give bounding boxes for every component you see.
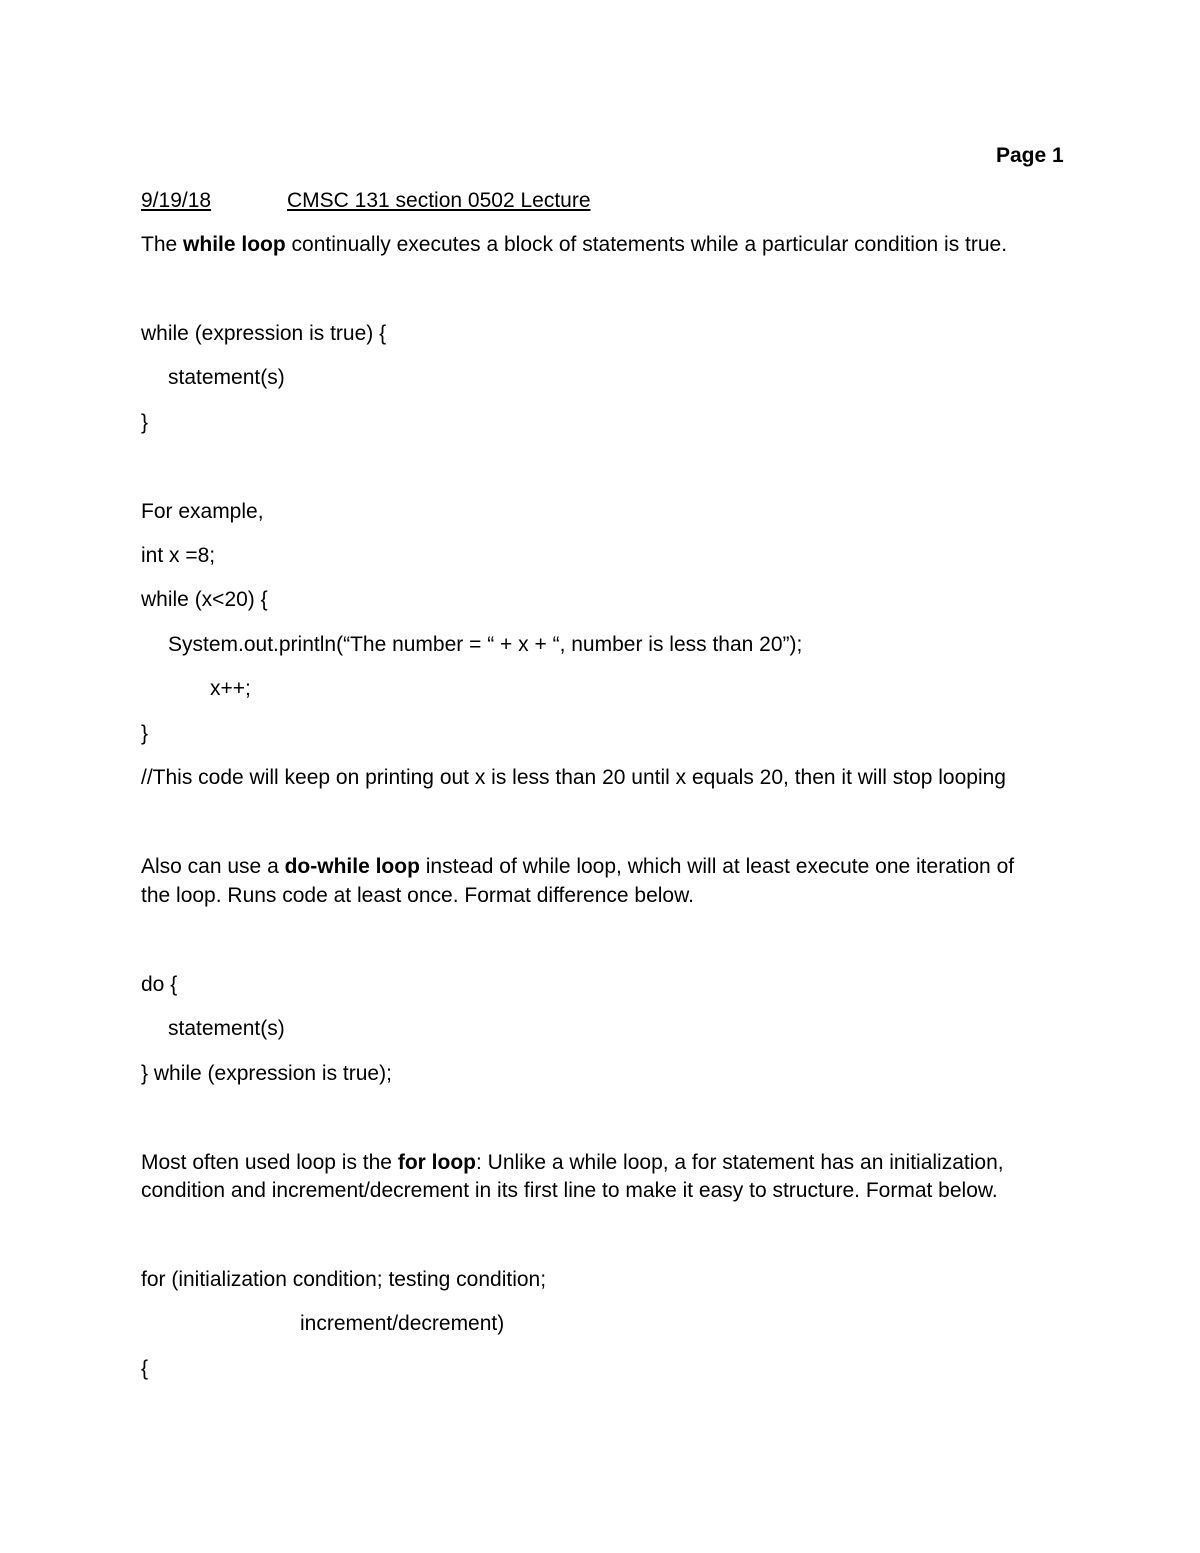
for-syntax-line-2: increment/decrement) (300, 1312, 505, 1335)
while-syntax-line-1: while (expression is true) { (141, 322, 387, 345)
for-intro-line-2: condition and increment/decrement in its first line to make it easy to structure. Format below. (141, 1179, 998, 1202)
course-title: CMSC 131 section 0502 Lecture (287, 189, 591, 212)
dowhile-syntax-line-3: } while (expression is true); (141, 1062, 392, 1085)
dowhile-syntax-line-2: statement(s) (168, 1017, 285, 1040)
for-intro-line-1: Most often used loop is the for loop: Unlike a while loop, a for statement has an initialization, (141, 1151, 1004, 1174)
do-while-loop-term: do-while loop (284, 855, 420, 878)
for-syntax-line-3: { (141, 1357, 149, 1380)
dowhile-intro-line-2: the loop. Runs code at least once. Format difference below. (141, 884, 694, 907)
while-syntax-line-2: statement(s) (168, 366, 285, 389)
dowhile-syntax-line-1: do { (141, 973, 178, 996)
while-intro-paragraph: The while loop continually executes a block of statements while a particular condition is true. (141, 233, 1008, 256)
while-syntax-line-3: } (141, 411, 149, 434)
page-number: Page 1 (996, 144, 1064, 167)
example-code-line-3: System.out.println(“The number = “ + x + “, number is less than 20”); (168, 633, 803, 656)
example-label: For example, (141, 500, 264, 523)
while-loop-term: while loop (183, 233, 286, 256)
example-code-line-2: while (x<20) { (141, 588, 268, 611)
header-line (141, 187, 591, 215)
dowhile-intro-line-1: Also can use a do-while loop instead of while loop, which will at least execute one iteration of (141, 855, 1015, 878)
lecture-date: 9/19/18 (141, 189, 212, 212)
example-code-line-1: int x =8; (141, 544, 216, 567)
example-code-line-4: x++; (210, 677, 251, 700)
example-code-line-5: } (141, 722, 149, 745)
for-syntax-line-1: for (initialization condition; testing condition; (141, 1268, 547, 1291)
example-comment: //This code will keep on printing out x is less than 20 until x equals 20, then it will stop looping (141, 766, 1006, 789)
for-loop-term: for loop (397, 1151, 476, 1174)
